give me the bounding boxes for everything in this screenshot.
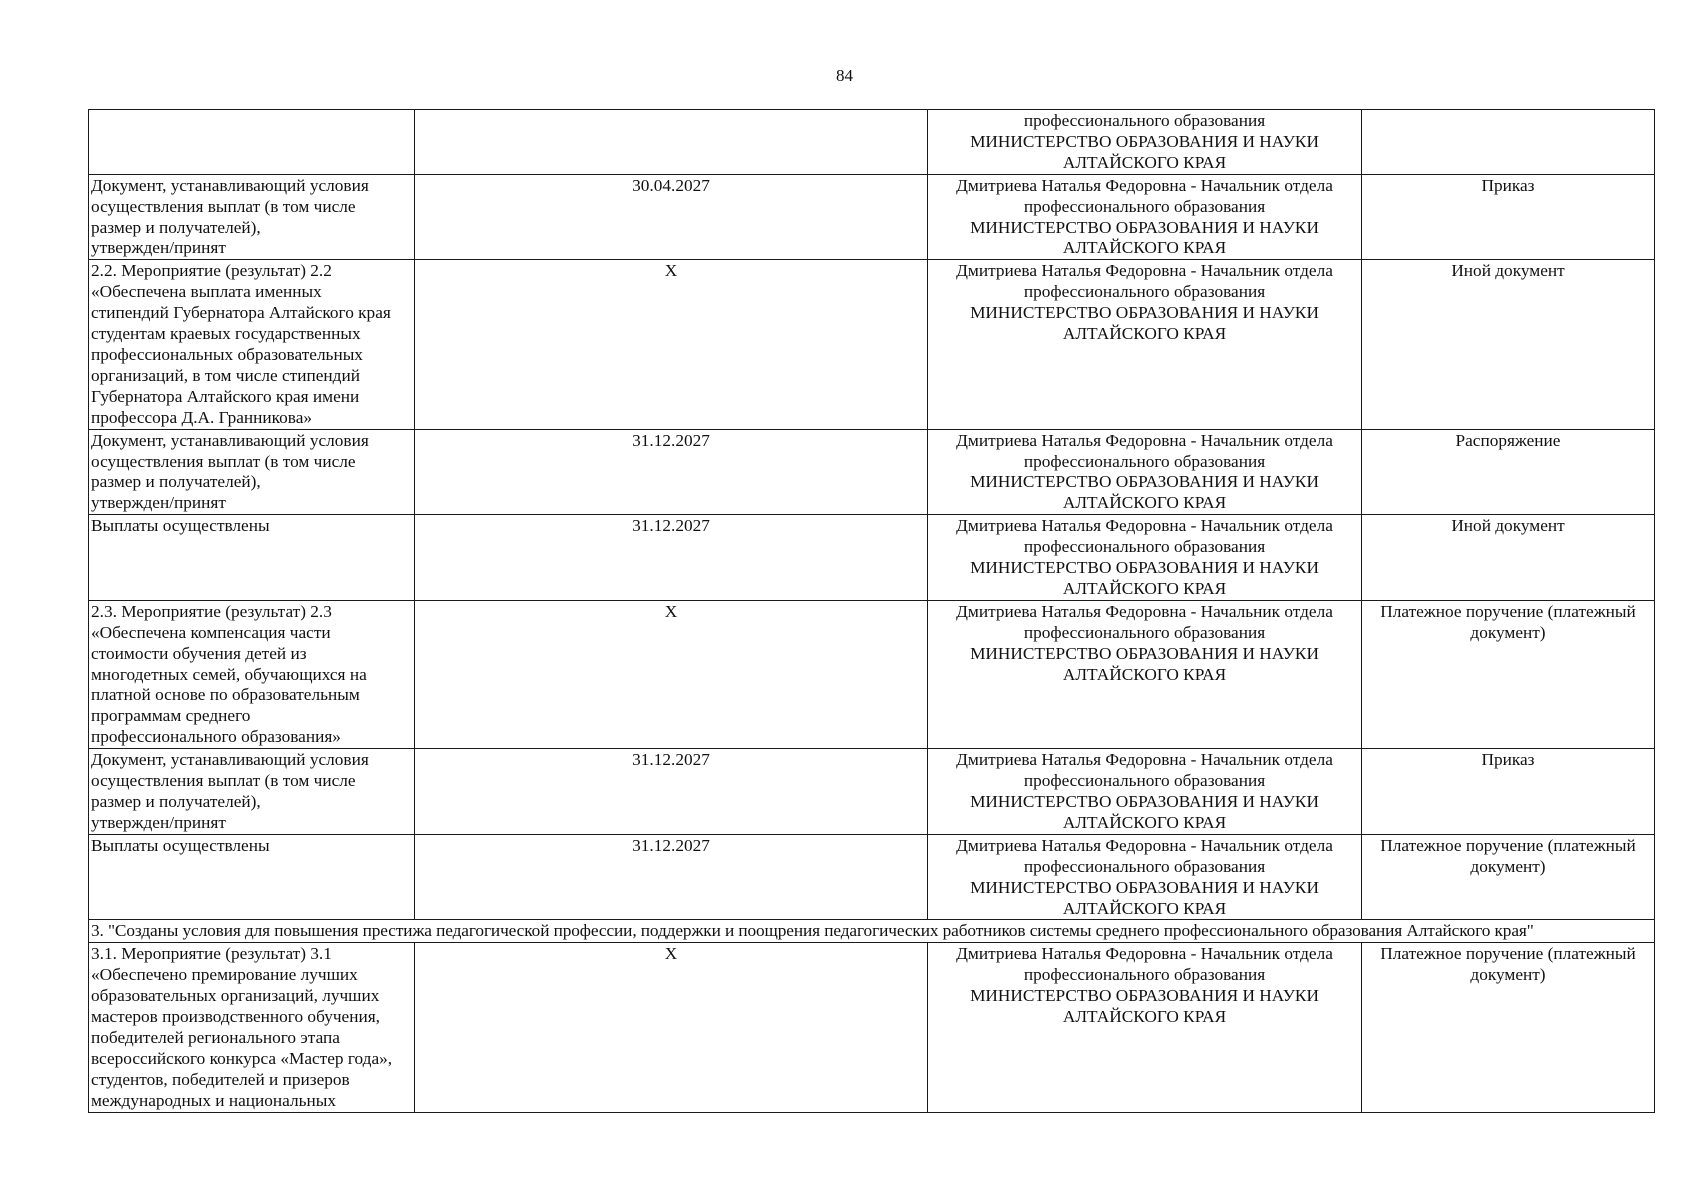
responsible-cell [928, 260, 1362, 429]
cell-line: профессионального образования [1023, 771, 1266, 791]
responsible-cell [928, 600, 1362, 748]
event-cell [89, 749, 415, 835]
cell-line: профессионального образования [1023, 282, 1266, 302]
event-cell [89, 943, 415, 1112]
deadline-cell: X [415, 260, 928, 429]
cell-line: АЛТАЙСКОГО КРАЯ [1062, 664, 1227, 684]
cell-line: профессора Д.А. Гранникова» [91, 407, 313, 427]
cell-line: МИНИСТЕРСТВО ОБРАЗОВАНИЯ И НАУКИ [970, 792, 1319, 811]
cell-line: профессионального образования [1023, 111, 1266, 130]
cell-line: организаций, в том числе стипендий [91, 365, 360, 385]
cell-line: студентов, победителей и призеров [91, 1069, 350, 1089]
table-row [89, 749, 1655, 835]
cell-line: образовательных организаций, лучших [91, 986, 380, 1006]
cell-line: студентам краевых государственных [91, 324, 361, 344]
cell-line: всероссийского конкурса «Мастер года», [91, 1048, 393, 1068]
table-row [89, 943, 1655, 1112]
cell-line: Дмитриева Наталья Федоровна - Начальник отдела [956, 516, 1333, 536]
document-type-cell: Приказ [1362, 749, 1655, 835]
cell-line: Документ, устанавливающий условия [91, 750, 369, 770]
cell-line: профессионального образования» [91, 727, 341, 747]
document-type-cell: Приказ [1362, 174, 1655, 260]
cell-line: многодетных семей, обучающихся на [91, 664, 367, 684]
cell-line: Платежное поручение (платежный [1380, 944, 1636, 964]
cell-line: профессионального образования [1023, 196, 1266, 216]
table-row [89, 834, 1655, 920]
cell-line: Дмитриева Наталья Федоровна - Начальник отдела [956, 430, 1333, 450]
cell-line: АЛТАЙСКОГО КРАЯ [1062, 812, 1227, 832]
cell-line: профессионального образования [1023, 965, 1266, 985]
cell-line: утвержден/принят [91, 238, 226, 258]
cell-line: МИНИСТЕРСТВО ОБРАЗОВАНИЯ И НАУКИ [970, 472, 1319, 492]
deadline-cell: 31.12.2027 [415, 429, 928, 515]
responsible-cell [928, 515, 1362, 601]
event-cell [89, 515, 415, 601]
deadline-cell: 31.12.2027 [415, 834, 928, 920]
cell-line: «Обеспечена выплата именных [91, 282, 322, 302]
cell-line: Выплаты осуществлены [91, 835, 270, 855]
event-cell [89, 834, 415, 920]
event-cell [89, 260, 415, 429]
cell-line: АЛТАЙСКОГО КРАЯ [1062, 898, 1227, 918]
document-type-cell [1362, 600, 1655, 748]
cell-line: осуществления выплат (в том числе [91, 451, 356, 471]
cell-line: профессионального образования [1023, 622, 1266, 642]
cell-line: МИНИСТЕРСТВО ОБРАЗОВАНИЯ И НАУКИ [970, 303, 1319, 323]
cell-line: 3.1. Мероприятие (результат) 3.1 [91, 944, 332, 964]
cell-line: осуществления выплат (в том числе [91, 196, 356, 216]
cell-line: международных и национальных [91, 1090, 336, 1110]
cell-line: стипендий Губернатора Алтайского края [91, 303, 391, 323]
cell-line: размер и получателей), [91, 472, 261, 492]
cell-line: победителей регионального этапа [91, 1027, 340, 1047]
cell-line: документ) [1470, 622, 1546, 642]
table-row [89, 515, 1655, 601]
cell-line: мастеров производственного обучения, [91, 1007, 380, 1027]
cell-line: документ) [1470, 965, 1546, 985]
cell-line: МИНИСТЕРСТВО ОБРАЗОВАНИЯ И НАУКИ [970, 558, 1319, 578]
cell-line: Выплаты осуществлены [91, 516, 270, 536]
section-header-row [89, 920, 1655, 943]
cell-line: осуществления выплат (в том числе [91, 771, 356, 791]
table-row [89, 260, 1655, 429]
cell-line: размер и получателей), [91, 792, 261, 811]
cell-line: профессионального образования [1023, 856, 1266, 876]
deadline-cell: X [415, 943, 928, 1112]
event-cell [89, 110, 415, 175]
document-type-cell: Иной документ [1362, 260, 1655, 429]
table-row [89, 174, 1655, 260]
cell-line: утвержден/принят [91, 812, 226, 832]
cell-line: МИНИСТЕРСТВО ОБРАЗОВАНИЯ И НАУКИ [970, 131, 1319, 151]
cell-line: программам среднего [91, 706, 251, 726]
cell-line: Платежное поручение (платежный [1380, 601, 1636, 621]
deadline-cell [415, 110, 928, 175]
document-type-cell [1362, 110, 1655, 175]
cell-line: профессионального образования [1023, 451, 1266, 471]
responsible-cell [928, 834, 1362, 920]
deadline-cell: 31.12.2027 [415, 515, 928, 601]
table-row [89, 110, 1655, 175]
cell-line: МИНИСТЕРСТВО ОБРАЗОВАНИЯ И НАУКИ [970, 643, 1319, 663]
cell-line: АЛТАЙСКОГО КРАЯ [1062, 1007, 1227, 1027]
cell-line: Дмитриева Наталья Федоровна - Начальник отдела [956, 261, 1333, 281]
page-number: 84 [836, 66, 853, 85]
cell-line: документ) [1470, 856, 1546, 876]
cell-line: АЛТАЙСКОГО КРАЯ [1062, 324, 1227, 344]
document-type-cell [1362, 834, 1655, 920]
cell-line: «Обеспечена компенсация части [91, 622, 331, 642]
cell-line: профессионального образования [1023, 537, 1266, 557]
cell-line: АЛТАЙСКОГО КРАЯ [1062, 152, 1227, 172]
event-cell [89, 429, 415, 515]
cell-line: Дмитриева Наталья Федоровна - Начальник отдела [956, 175, 1333, 195]
cell-line: утвержден/принят [91, 493, 226, 513]
document-type-cell [1362, 943, 1655, 1112]
section-3-title: 3. "Созданы условия для повышения престижа педагогической профессии, поддержки и поощрения педагогических работников системы среднего профессионального образования Алтайского края" [89, 920, 1655, 943]
cell-line: Дмитриева Наталья Федоровна - Начальник отдела [956, 944, 1333, 964]
deadline-cell: X [415, 600, 928, 748]
cell-line: Дмитриева Наталья Федоровна - Начальник отдела [956, 601, 1333, 621]
cell-line: АЛТАЙСКОГО КРАЯ [1062, 238, 1227, 258]
cell-line: «Обеспечено премирование лучших [91, 965, 358, 985]
table-row [89, 600, 1655, 748]
cell-line: размер и получателей), [91, 217, 261, 237]
event-cell [89, 600, 415, 748]
responsible-cell [928, 943, 1362, 1112]
deadline-cell: 30.04.2027 [415, 174, 928, 260]
cell-line: Платежное поручение (платежный [1380, 835, 1636, 855]
deadline-cell: 31.12.2027 [415, 749, 928, 835]
responsible-cell [928, 110, 1362, 175]
responsible-cell [928, 429, 1362, 515]
document-type-cell: Иной документ [1362, 515, 1655, 601]
cell-line: Документ, устанавливающий условия [91, 175, 369, 195]
cell-line: Документ, устанавливающий условия [91, 430, 369, 450]
cell-line: МИНИСТЕРСТВО ОБРАЗОВАНИЯ И НАУКИ [970, 217, 1319, 237]
cell-line: платной основе по образовательным [91, 685, 360, 705]
responsible-cell [928, 174, 1362, 260]
cell-line: АЛТАЙСКОГО КРАЯ [1062, 578, 1227, 598]
event-cell [89, 174, 415, 260]
cell-line: 2.2. Мероприятие (результат) 2.2 [91, 261, 332, 281]
cell-line: профессиональных образовательных [91, 344, 363, 364]
cell-line: Дмитриева Наталья Федоровна - Начальник отдела [956, 835, 1333, 855]
table-row [89, 429, 1655, 515]
cell-line: Дмитриева Наталья Федоровна - Начальник отдела [956, 750, 1333, 770]
table-body [89, 110, 1655, 1113]
cell-line: МИНИСТЕРСТВО ОБРАЗОВАНИЯ И НАУКИ [970, 877, 1319, 897]
cell-line: стоимости обучения детей из [91, 643, 307, 663]
results-table [88, 109, 1655, 1113]
cell-line: МИНИСТЕРСТВО ОБРАЗОВАНИЯ И НАУКИ [970, 986, 1319, 1006]
cell-line: Губернатора Алтайского края имени [91, 386, 360, 406]
document-type-cell: Распоряжение [1362, 429, 1655, 515]
cell-line: АЛТАЙСКОГО КРАЯ [1062, 493, 1227, 513]
responsible-cell [928, 749, 1362, 835]
cell-line: 2.3. Мероприятие (результат) 2.3 [91, 601, 332, 621]
